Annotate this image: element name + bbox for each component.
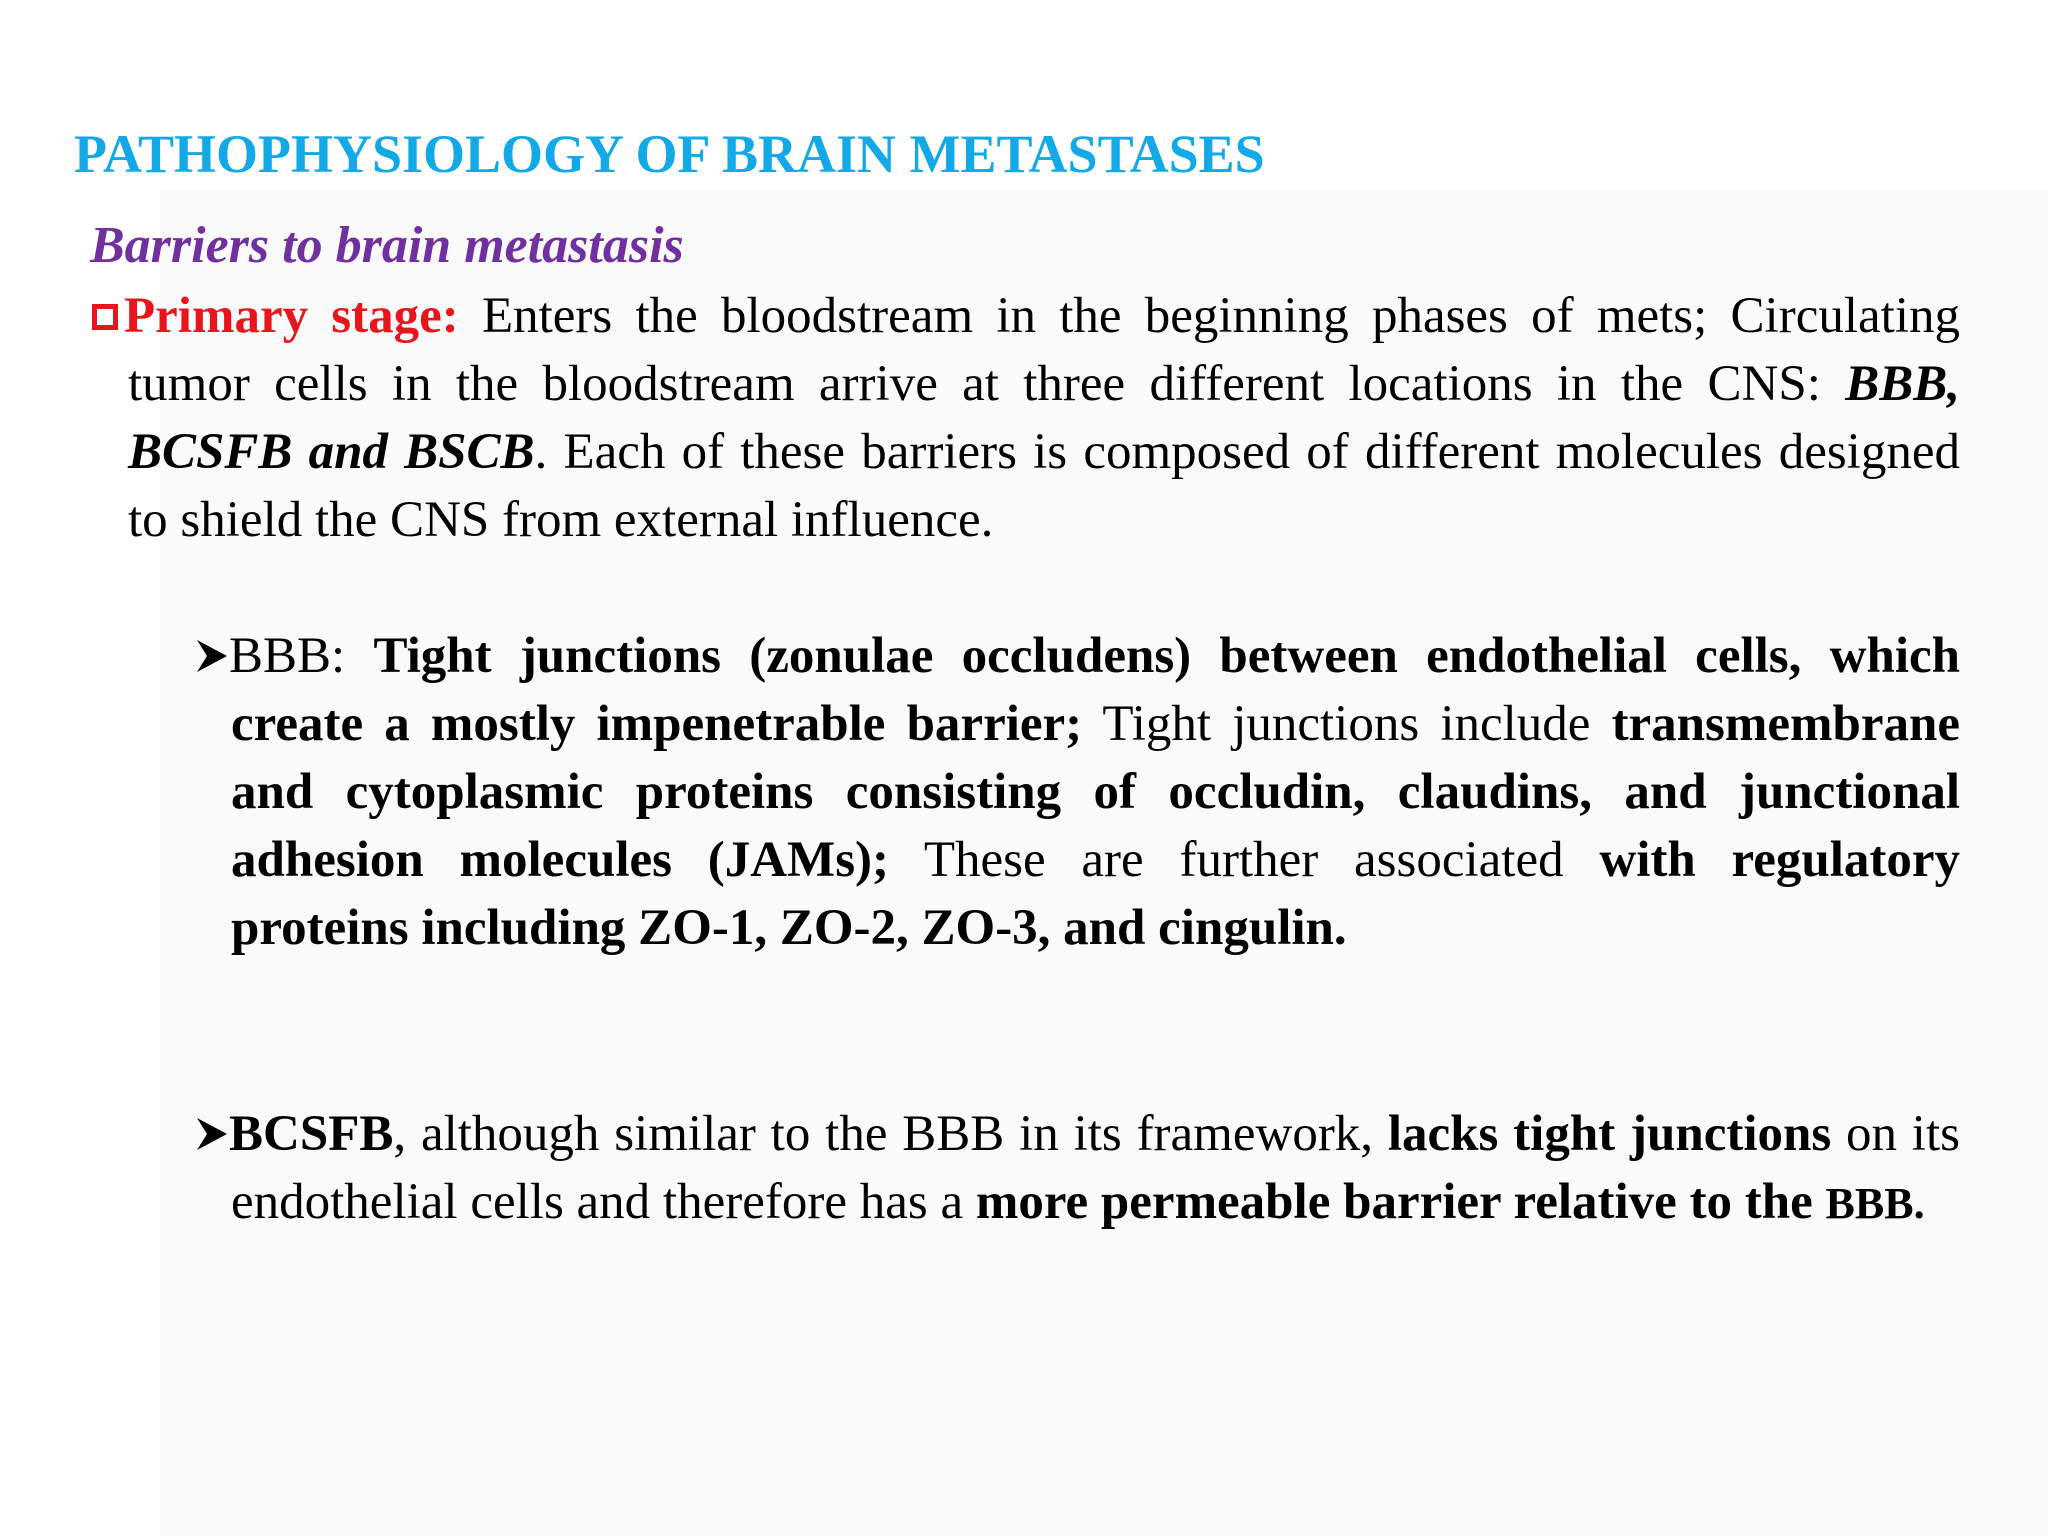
bcsfb-text-1: , although similar to the BBB in its framework, [393,1106,1388,1162]
bbb-text-1: Tight junctions include [1082,696,1612,752]
bcsfb-bold-1: lacks tight junctions [1387,1106,1832,1162]
bbb-bold-3: with regulatory proteins including ZO-1, ZO-2, ZO-3, and cingulin. [231,832,1960,956]
arrowhead-bullet-icon [195,636,229,676]
arrowhead-bullet-icon [195,1114,229,1154]
primary-stage-text-2: . Each of these barriers is composed of different molecules designed to shield the CNS from external influence. [128,424,1960,548]
bbb-text-2: These are further associated [889,832,1600,888]
bcsfb-text-2: on its endothelial cells and therefore has a [231,1106,1960,1230]
barrier-names: BBB, BCSFB and BSCB [128,356,1960,480]
bcsfb-paragraph [195,1100,1960,1238]
primary-stage-paragraph [92,282,1960,554]
bcsfb-bold-2: more permeable barrier relative to the [975,1174,1826,1230]
bbb-paragraph [195,622,1960,962]
bbb-bold-1: Tight junctions (zonulae occludens) between endothelial cells, which create a mostly impenetrable barrier; [231,628,1960,752]
slide-subtitle: Barriers to brain metastasis [90,217,684,274]
primary-stage-label: Primary stage: [124,288,459,344]
hollow-square-bullet-icon [92,304,118,330]
bcsfb-lead: BCSFB [229,1106,394,1162]
bcsfb-bold-3: BBB. [1825,1179,1925,1228]
bbb-lead: BBB: [229,628,374,684]
slide-title: PATHOPHYSIOLOGY OF BRAIN METASTASES [74,124,1265,184]
bbb-bold-2: transmembrane and cytoplasmic proteins consisting of occludin, claudins, and junctional adhesion molecules (JAMs); [231,696,1960,888]
primary-stage-text-1: Enters the bloodstream in the beginning phases of mets; Circulating tumor cells in the bloodstream arrive at three different locations in the CNS: [128,288,1960,412]
